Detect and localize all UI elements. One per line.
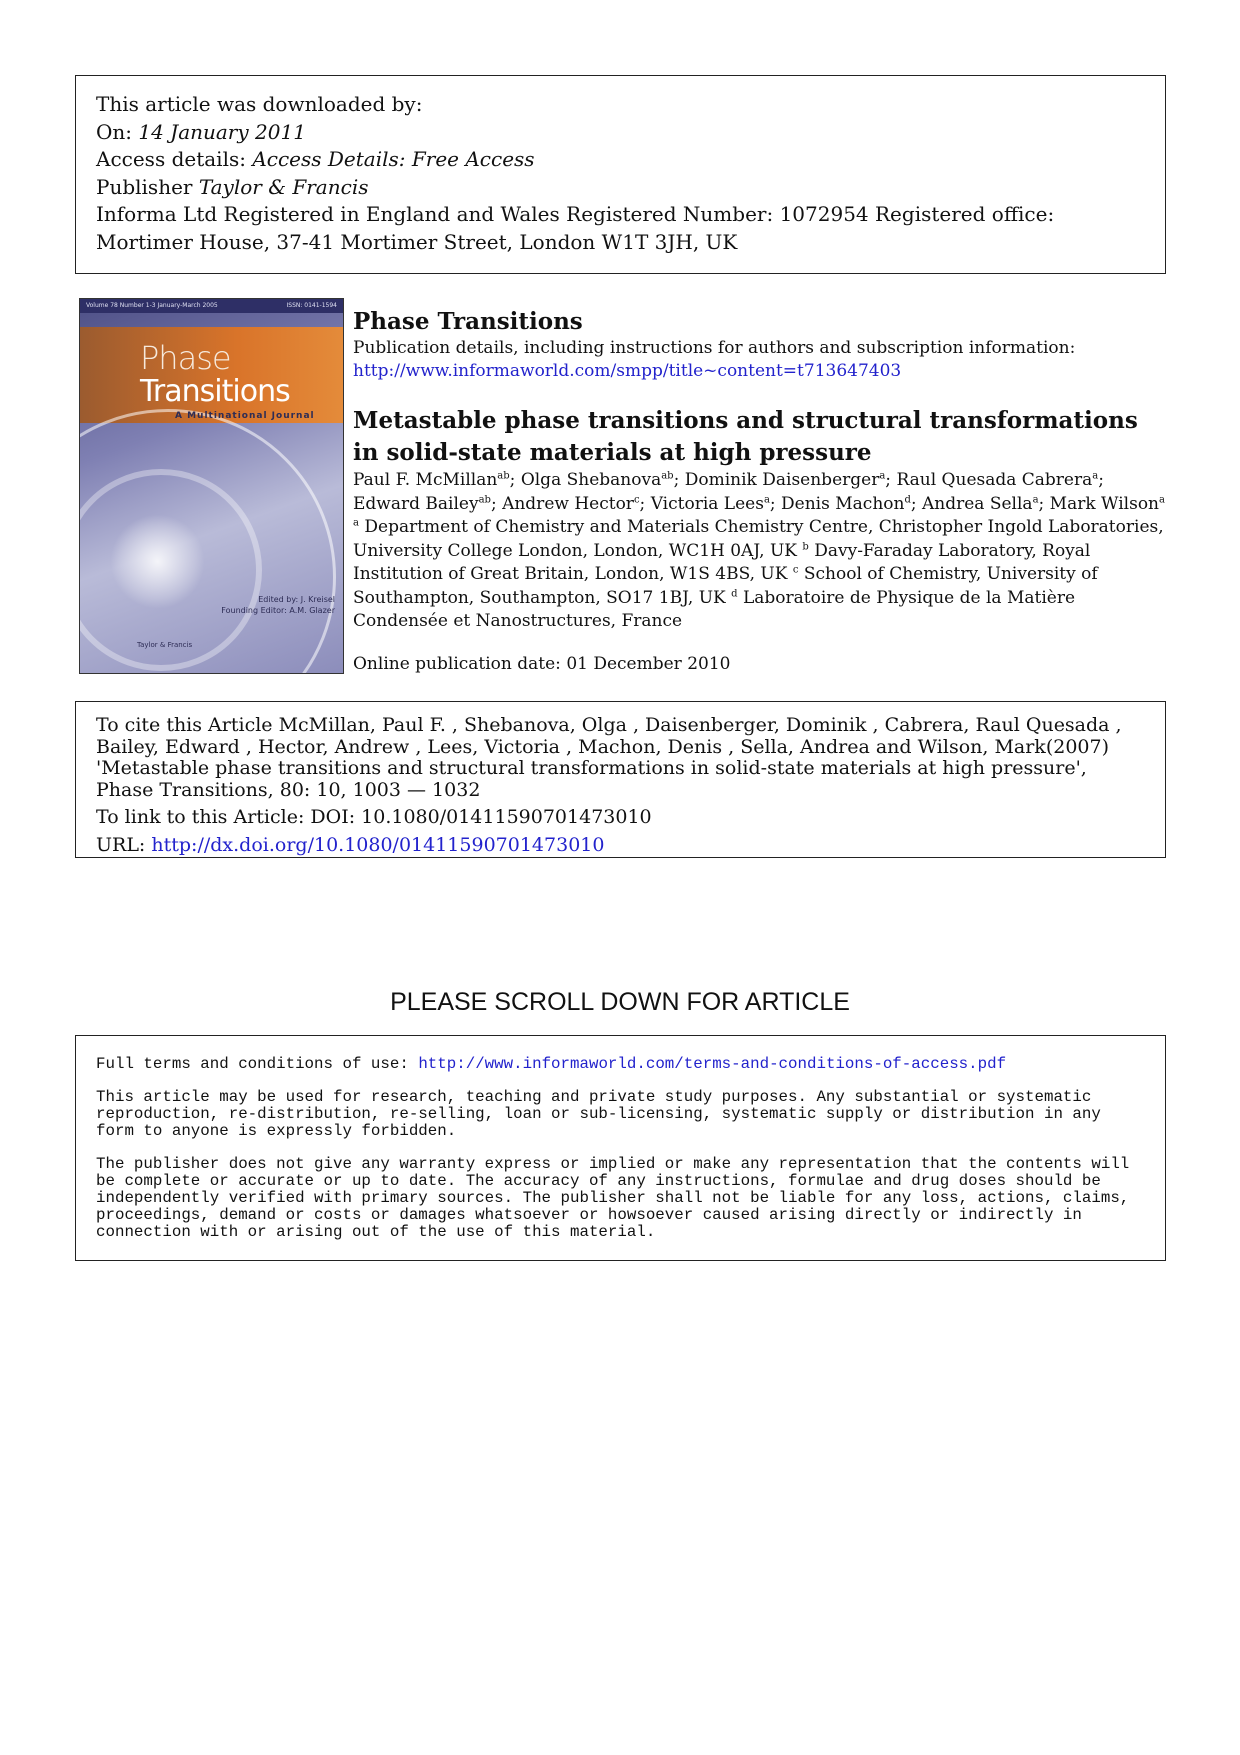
journal-details: Publication details, including instructions for authors and subscription information: [353, 338, 1076, 358]
url-row [96, 835, 1145, 857]
download-line: This article was downloaded by: [96, 92, 423, 116]
author-affiliation-mark: a [1159, 493, 1165, 505]
publisher-logo: Taylor & Francis [137, 641, 193, 649]
terms-paragraph-2: The publisher does not give any warranty express or implied or make any representation that the contents will be complete or accurate or up to date. The accuracy of any instructions, formulae and drug doses should be independently verified with primary sources. The publisher shall not be liable for any loss, actions, claims, proceedings, demand or costs or damages whatsoever or howsoever caused arising directly or indirectly in connection with or arising out of the use of this material. [96, 1155, 1130, 1241]
terms-label: Full terms and conditions of use: [96, 1055, 409, 1073]
cite-text: McMillan, Paul F. , Shebanova, Olga , Daisenberger, Dominik , Cabrera, Raul Quesada , Bailey, Edward , Hector, Andrew , Lees, Victoria , Machon, Denis , Sella, Andrea and Wilson, Mark(2007) 'Metastable phase transitions and structural transformations in solid-state materials at high pressure', Phase Transitions, 80: 10, 1003 — 1032 [96, 714, 1122, 801]
terms-box [75, 1035, 1166, 1261]
url-label: URL: [96, 833, 146, 856]
journal-url-link[interactable]: http://www.informaworld.com/smpp/title~content=t713647403 [353, 361, 902, 381]
cover-editors [221, 594, 335, 616]
citation-box [75, 701, 1166, 858]
author-affiliation-mark: a [1092, 470, 1099, 482]
author-affiliation-mark: a [1032, 493, 1039, 505]
author-name: Edward Bailey [353, 493, 479, 514]
author-list: Paul F. McMillan$^{ab}$; Olga Shebanova$^{ab}$; Dominik Daisenberger$^a$; Raul Quesada Cabrera$^a$; Edward Bailey$^{ab}$; Andrew Hector$^c$; Victoria Lees$^a$; Denis Machon$^d$; Andrea Sella$^a$; Mark Wilson$^a$ [353, 470, 1165, 514]
cover-founding-editor: Founding Editor: A.M. Glazer [221, 606, 335, 615]
cover-title-line1: Phase [140, 339, 231, 377]
affiliation-mark: b [802, 540, 809, 552]
cover-volume: Volume 78 Number 1-3 January-March 2005 [86, 302, 218, 309]
cite-paragraph [96, 715, 1145, 801]
affiliation-mark: c [792, 564, 799, 576]
author-name: Victoria Lees [650, 493, 764, 514]
download-info-box [75, 75, 1166, 274]
access-value: Access Details: Free Access [252, 147, 535, 171]
doi-label: To link to this Article: DOI: [96, 806, 356, 828]
cover-edited-by: Edited by: J. Kreisel [258, 595, 335, 604]
doi-url-link[interactable]: http://dx.doi.org/10.1080/01411590701473010 [151, 833, 605, 856]
author-name: Andrew Hector [502, 493, 634, 514]
author-affiliation-mark: a [879, 470, 886, 482]
registration-text: Informa Ltd Registered in England and Wales Registered Number: 1072954 Registered office: Mortimer House, 37-41 Mortimer Street, London W1T 3JH, UK [96, 202, 1055, 254]
affiliation-list [353, 516, 1168, 634]
terms-line [96, 1056, 1145, 1073]
scroll-notice: PLEASE SCROLL DOWN FOR ARTICLE [390, 988, 850, 1016]
journal-cover-image [79, 298, 344, 674]
author-name: Raul Quesada Cabrera [896, 470, 1093, 490]
doi-value: 10.1080/01411590701473010 [361, 806, 652, 828]
cover-issn: ISSN: 0141-1594 [286, 302, 337, 309]
download-date-line [96, 119, 1145, 147]
access-line [96, 146, 1145, 174]
author-affiliation-mark: ab [497, 470, 510, 482]
journal-info [353, 307, 1168, 674]
cover-glow [110, 514, 205, 609]
author-affiliation-mark: ab [478, 493, 491, 505]
author-affiliation-mark: a [763, 493, 770, 505]
publisher-value: Taylor & Francis [198, 174, 369, 199]
author-affiliation-mark: ab [661, 470, 674, 482]
terms-paragraph-1: This article may be used for research, teaching and private study purposes. Any substantial or systematic reproduction, re-distribution, re-selling, loan or sub-licensing, systematic supply or distribution in any form to anyone is expressly forbidden. [96, 1088, 1101, 1140]
publisher-line [96, 174, 1145, 202]
cover-subtitle: A Multinational Journal [175, 411, 315, 421]
affiliation-text: School of Chemistry, University of Southampton, Southampton, SO17 1BJ, UK [353, 564, 1098, 608]
article-title: Metastable phase transitions and structural transformations in solid-state materials at high pressure [353, 407, 1138, 466]
terms-url-link[interactable]: http://www.informaworld.com/terms-and-conditions-of-access.pdf [418, 1055, 1007, 1073]
affiliation-text: Department of Chemistry and Materials Chemistry Centre, Christopher Ingold Laboratories, University College London, London, WC1H 0AJ, UK [353, 517, 1164, 561]
journal-title: Phase Transitions [353, 308, 583, 335]
affiliation-mark: d [731, 587, 738, 599]
doi-row [96, 807, 1145, 829]
author-name: Dominik Daisenberger [684, 470, 880, 490]
affiliation-mark: a [353, 517, 359, 529]
affiliation-text: Laboratoire de Physique de la Matière Condensée et Nanostructures, France [353, 587, 1076, 631]
author-name: Andrea Sella [922, 493, 1033, 514]
author-name: Paul F. McMillan [353, 470, 498, 490]
publisher-label: Publisher [96, 174, 193, 199]
author-affiliation-mark: d [904, 493, 911, 505]
cover-top-bar [80, 299, 343, 313]
cite-label: To cite this Article [96, 714, 273, 736]
author-name: Denis Machon [781, 493, 905, 514]
cover-title-line2: Transitions [140, 374, 290, 409]
online-publication-date: Online publication date: 01 December 2010 [353, 653, 731, 674]
author-name: Olga Shebanova [520, 470, 662, 490]
author-affiliation-mark: c [633, 493, 640, 505]
on-label: On: [96, 119, 133, 144]
author-name: Mark Wilson [1049, 493, 1160, 514]
access-label: Access details: [96, 147, 246, 171]
affiliation-text: Davy-Faraday Laboratory, Royal Institution of Great Britain, London, W1S 4BS, UK [353, 540, 1091, 584]
on-value: 14 January 2011 [138, 119, 306, 144]
